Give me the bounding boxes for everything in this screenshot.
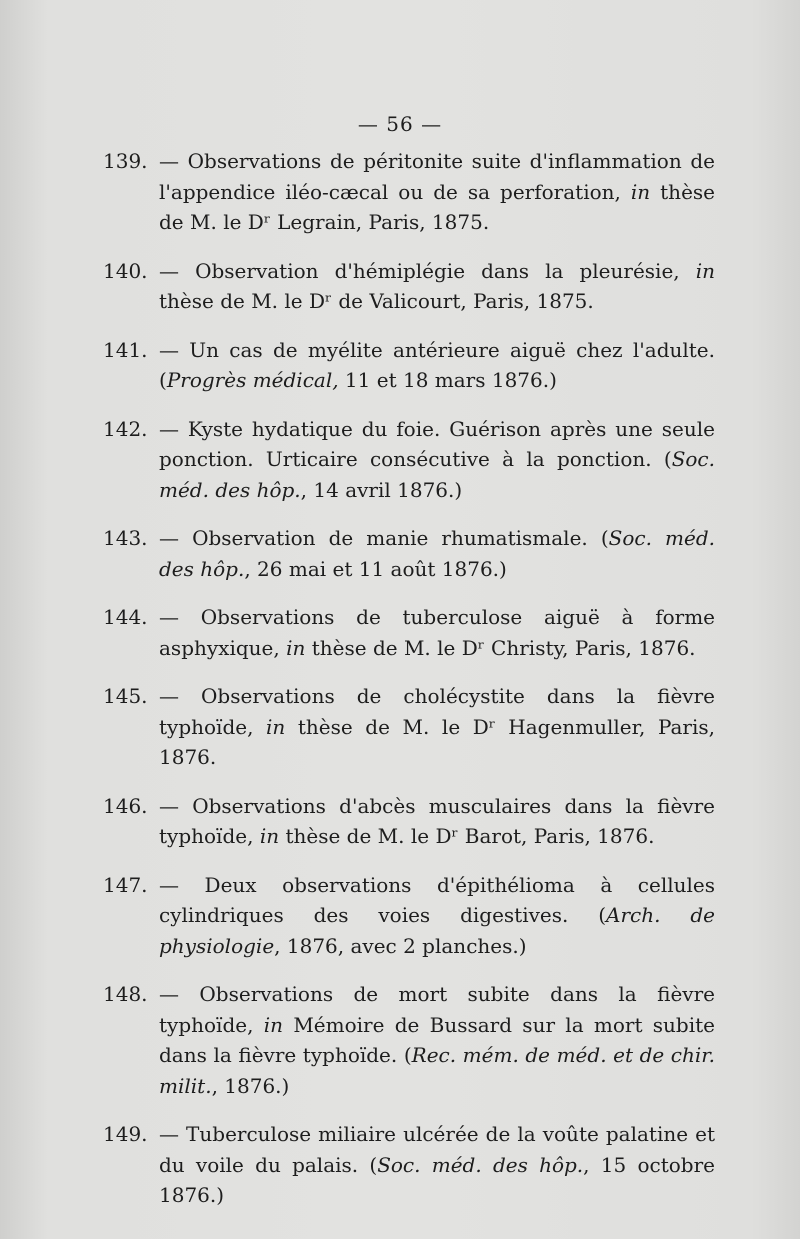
bibliography-entry <box>103 414 715 506</box>
entry-text: — Observation de manie rhumatismale. ( <box>159 526 609 550</box>
entry-text: , 26 mai et 11 août 1876.) <box>244 556 507 581</box>
entry-text: thèse de M. le Dʳ Barot, Paris, 1876. <box>279 824 655 848</box>
entry-text: 11 et 18 mars 1876.) <box>338 368 557 392</box>
entry-text: Mémoire de Bussard sur la mort subite dans la fièvre typhoïde. ( <box>159 1012 716 1067</box>
entry-italic-text: in <box>266 714 286 739</box>
entry-italic-text: Soc. méd. des hôp. <box>377 1152 584 1177</box>
entry-italic-text: Soc. méd. des hôp. <box>159 447 715 502</box>
entry-number: 148. <box>103 982 148 1006</box>
entry-number: 142. <box>103 416 148 441</box>
entry-number: 145. <box>103 684 148 708</box>
entry-text: thèse de M. le Dʳ Christy, Paris, 1876. <box>305 635 696 660</box>
entry-text: — Un cas de myélite antérieure aiguë chez l'adulte. ( <box>159 337 715 392</box>
bibliography-entry <box>103 523 715 584</box>
bibliography-entry <box>103 602 715 663</box>
entry-text: thèse de M. le Dʳ Legrain, Paris, 1875. <box>159 179 716 234</box>
entry-text: — Tuberculose miliaire ulcérée de la voûte palatine et du voile du palais. ( <box>159 1122 715 1177</box>
entry-number: 144. <box>103 605 148 629</box>
entry-italic-text: in <box>259 824 280 848</box>
entry-text: — Observations de tuberculose aiguë à forme asphyxique, <box>159 605 715 660</box>
entry-italic-text: in <box>286 635 306 660</box>
bibliography-list <box>103 146 715 1229</box>
bibliography-entry <box>103 335 715 396</box>
entry-italic-text: Progrès médical, <box>166 368 339 392</box>
entry-text: — Observations de péritonite suite d'inflammation de l'appendice iléo-cæcal ou de sa perforation, <box>159 149 715 204</box>
bibliography-entry <box>103 1119 715 1211</box>
entry-number: 143. <box>103 526 148 550</box>
entry-italic-text: Soc. méd. des hôp. <box>159 526 715 581</box>
page-number: — 56 — <box>357 112 443 136</box>
entry-number: 146. <box>103 793 148 818</box>
entry-text: , 1876, avec 2 planches.) <box>274 933 527 958</box>
entry-italic-text: Arch. de physiologie <box>159 903 715 958</box>
entry-text: — Observation d'hémiplégie dans la pleurésie, <box>159 258 696 283</box>
bibliography-entry <box>103 791 715 852</box>
entry-number: 140. <box>103 258 148 283</box>
entry-text: thèse de M. le Dʳ Hagenmuller, Paris, 1876. <box>159 714 715 769</box>
entry-text: — Deux observations d'épithélioma à cellules cylindriques des voies digestives. ( <box>159 872 715 927</box>
entry-text: — Observations de cholécystite dans la fièvre typhoïde, <box>159 684 715 739</box>
entry-text: , 15 octobre 1876.) <box>159 1152 715 1207</box>
entry-number: 141. <box>103 337 148 362</box>
entry-number: 149. <box>103 1122 148 1146</box>
entry-text: , 14 avril 1876.) <box>300 477 463 502</box>
entry-text: — Observations d'abcès musculaires dans la fièvre typhoïde, <box>159 793 715 848</box>
entry-italic-text: Rec. mém. de méd. et de chir. milit. <box>159 1043 716 1098</box>
bibliography-entry <box>103 979 715 1101</box>
bibliography-entry <box>103 870 715 962</box>
entry-italic-text: in <box>263 1012 284 1037</box>
entry-number: 147. <box>103 872 148 897</box>
entry-text: thèse de M. le Dʳ de Valicourt, Paris, 1875. <box>159 289 594 313</box>
entry-text: — Kyste hydatique du foie. Guérison après une seule ponction. Urticaire consécutive à la ponction. ( <box>159 416 715 471</box>
bibliography-entry <box>103 146 715 238</box>
entry-number: 139. <box>103 149 148 173</box>
entry-text: , 1876.) <box>211 1073 290 1098</box>
entry-text: — Observations de mort subite dans la fièvre typhoïde, <box>159 982 715 1037</box>
bibliography-entry <box>103 681 715 773</box>
bibliography-entry <box>103 256 715 317</box>
entry-italic-text: in <box>630 179 651 204</box>
entry-italic-text: in <box>695 258 715 283</box>
